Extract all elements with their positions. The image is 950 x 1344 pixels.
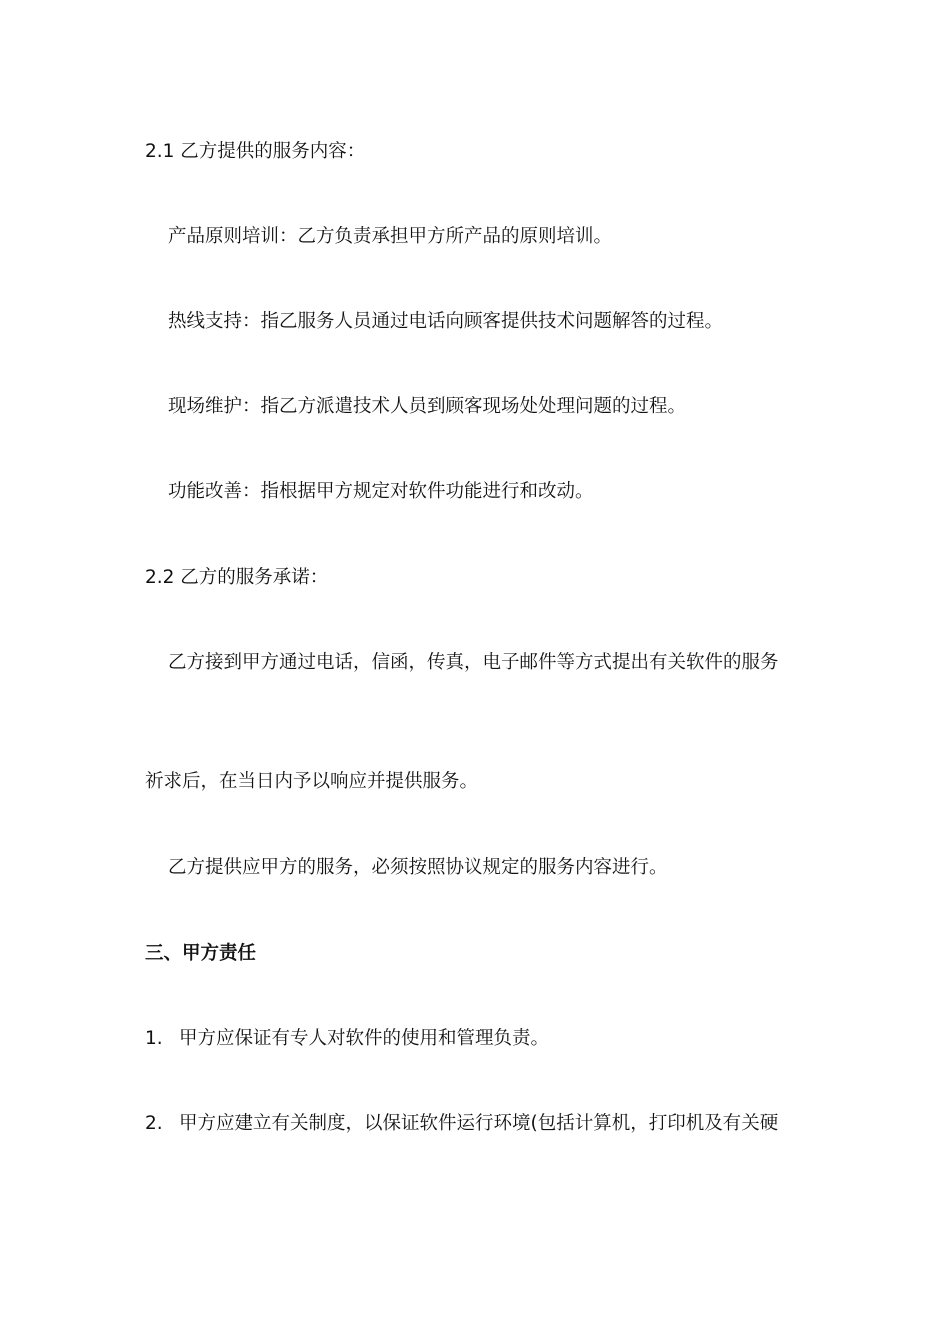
service-item-hotline: 热线支持：指乙服务人员通过电话向顾客提供技术问题解答的过程。 (168, 311, 724, 332)
section-3-heading: 三、甲方责任 (145, 943, 257, 964)
service-item-training: 产品原则培训：乙方负责承担甲方所产品的原则培训。 (168, 226, 613, 247)
commitment-paragraph-line-2: 祈求后，在当日内予以响应并提供服务。 (145, 771, 479, 792)
service-item-onsite: 现场维护：指乙方派遣技术人员到顾客现场处处理问题的过程。 (168, 396, 687, 417)
commitment-paragraph-line-1: 乙方接到甲方通过电话，信函，传真，电子邮件等方式提出有关软件的服务 (168, 652, 779, 673)
section-2-2-heading: 2.2 乙方的服务承诺： (145, 567, 329, 588)
service-item-improvement: 功能改善：指根据甲方规定对软件功能进行和改动。 (168, 481, 594, 502)
list-number: 1. (145, 1028, 163, 1049)
commitment-paragraph-2: 乙方提供应甲方的服务，必须按照协议规定的服务内容进行。 (168, 857, 668, 878)
list-item-text: 甲方应保证有专人对软件的使用和管理负责。 (179, 1028, 550, 1049)
section-2-1-heading: 2.1 乙方提供的服务内容： (145, 141, 366, 162)
party-a-item-2 (145, 1112, 778, 1136)
list-item-text: 甲方应建立有关制度，以保证软件运行环境(包括计算机，打印机及有关硬 (179, 1113, 779, 1134)
list-number: 2. (145, 1113, 163, 1134)
party-a-item-1 (145, 1027, 549, 1051)
